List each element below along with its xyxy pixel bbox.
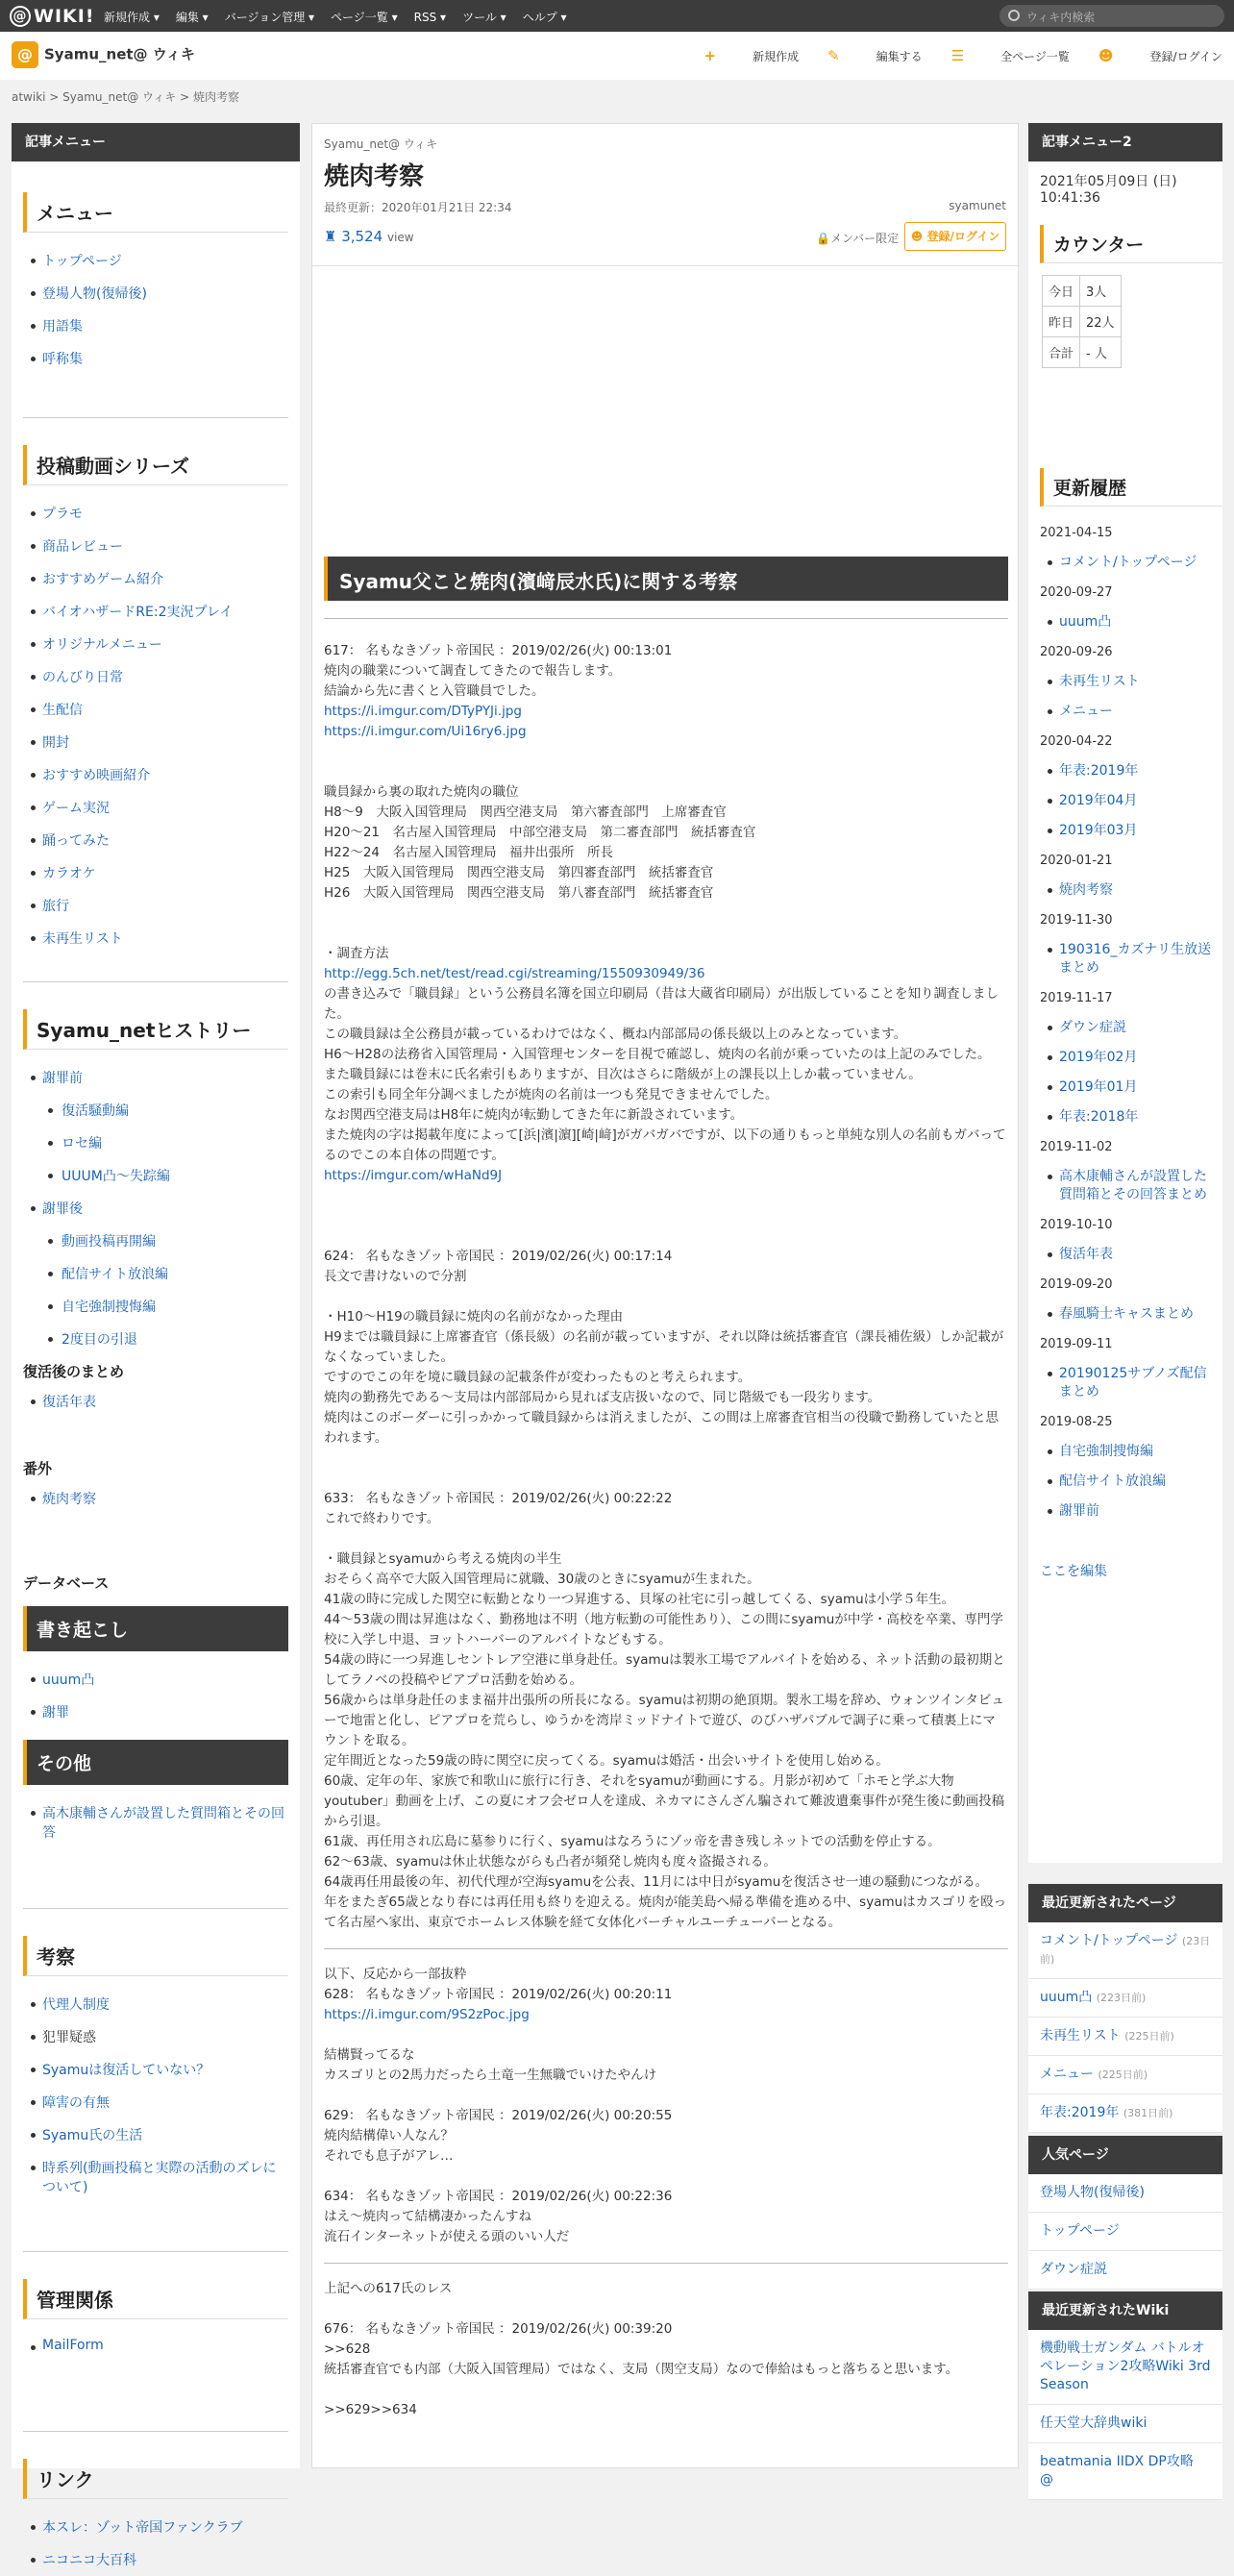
- body-line: また職員録には巻末に氏名索引もありますが、目次はさらに階級が上の課長以上しか載っていません。: [324, 1067, 922, 1082]
- recent-wikis-list: [1028, 2330, 1222, 2500]
- history-entry[interactable]: 20190125サブノズ配信まとめ: [1028, 1359, 1222, 1407]
- body-line: この職員録は全公務員が載っているわけではなく、概ね内部部局の係長級以上のみとなっています。: [324, 1027, 907, 1042]
- body-line: [324, 2167, 1008, 2187]
- body-line: これで終わりです。: [324, 1511, 440, 1526]
- body-line: [324, 1469, 1008, 1489]
- views-icon: ♜: [324, 228, 337, 245]
- top-menu-item[interactable]: ツール ▾: [462, 11, 506, 24]
- article-body: [324, 641, 1008, 2420]
- study-item[interactable]: 障害の有無: [12, 2086, 288, 2118]
- series-item[interactable]: 踊ってみた: [12, 824, 300, 856]
- article: [311, 123, 1019, 2468]
- counter-label: 合計: [1043, 337, 1080, 368]
- body-link[interactable]: https://i.imgur.com/DTyPYJi.jpg: [324, 704, 522, 719]
- history-entry[interactable]: 春風騎士キャスまとめ: [1028, 1300, 1222, 1329]
- recent-wiki-item[interactable]: beatmania IIDX DP攻略 @: [1028, 2443, 1222, 2500]
- counter-label: 昨日: [1043, 307, 1080, 337]
- series-item[interactable]: カラオケ: [12, 856, 300, 889]
- recent-page-title: 年表:2019年: [1040, 2105, 1120, 2120]
- body-line: [324, 1287, 1008, 1307]
- history-entry[interactable]: 年表:2018年: [1028, 1102, 1222, 1132]
- series-item[interactable]: 旅行: [12, 889, 300, 922]
- counter-label: 今日: [1043, 276, 1080, 307]
- series-heading: 投稿動画シリーズ: [23, 445, 288, 485]
- body-line: 統括審査官でも内部（大阪入国管理局）ではなく、支局（関空支局）なので俸給はもっと落ちると思います。: [324, 2362, 959, 2377]
- body-line: [324, 2299, 1008, 2319]
- menu-heading: メニュー: [23, 192, 288, 233]
- recent-page-item[interactable]: [1028, 2018, 1222, 2056]
- recent-page-age: (381日前): [1123, 2107, 1173, 2119]
- body-line: H26 大阪入国管理局 関西空港支局 第八審査部門 統括審査官: [324, 885, 714, 901]
- top-navbar: [0, 0, 1234, 32]
- body-line: カスゴリとの2馬力だったら土竜一生無職でいけたやんけ: [324, 2068, 657, 2083]
- header-actions: [676, 47, 1223, 64]
- recent-wikis-heading: 最近更新されたWiki: [1028, 2291, 1222, 2330]
- recent-page-age: (225日前): [1124, 2030, 1174, 2043]
- admin-heading: 管理関係: [23, 2279, 288, 2319]
- login-button[interactable]: ☻ 登録/ログイン: [904, 222, 1006, 251]
- history-entry[interactable]: 2019年03月: [1028, 816, 1222, 846]
- body-line: [324, 1226, 1008, 1247]
- divider: [324, 1948, 1008, 1949]
- history-date: 2019-11-17: [1040, 991, 1113, 1005]
- body-line: 629： 名もなきゾット帝国民 ：2019/02/26(火) 00:20:55: [324, 2108, 673, 2123]
- links-list: [12, 2511, 300, 2576]
- body-line: H6～H28の法務省入国管理局・入国管理センターを目視で確認し、焼肉の名前が乗っていたのは上記のみでした。: [324, 1047, 991, 1062]
- history-item[interactable]: UUUM凸～失踪編: [12, 1159, 300, 1192]
- other-item[interactable]: 高木康輔さんが設置した質問箱とその回答: [12, 1796, 288, 1848]
- history-entry[interactable]: 謝罪前: [1028, 1497, 1222, 1526]
- body-line: 676： 名もなきゾット帝国民 ：2019/02/26(火) 00:39:20: [324, 2321, 673, 2337]
- counter-value: - 人: [1080, 337, 1122, 368]
- recent-wiki-item[interactable]: 任天堂大辞典wiki: [1028, 2405, 1222, 2443]
- history-item[interactable]: 復活騒動編: [12, 1094, 300, 1127]
- article-wiki-name: Syamu_net@ ウィキ: [324, 137, 438, 151]
- history-entry[interactable]: 焼肉考察: [1028, 876, 1222, 905]
- body-line: 56歳からは単身赴任のまま福井出張所の所長になる。syamuは初期の絶頂期。製氷工場を辞め、ウォンツインタビューで地雷と化し、ピアプロを荒らし、ゆうかを湾岸ミッドナイトで遊び、のびハザパブルで調子に乗って積裏上にマウントを取る。: [324, 1693, 1004, 1748]
- site-header: [0, 32, 1234, 80]
- body-line: 41歳の時に完成した関空に転勤となり一つ昇進する、貝塚の社宅に引っ越してくる、syamuは小学５年生。: [324, 1592, 955, 1607]
- body-line: >>628: [324, 2341, 371, 2357]
- body-line: また焼肉の字は掲載年度によって[浜|濱|濵][崎|﨑]がガバガバですが、以下の通りもっと単純な別人の名前もガバってるのでこの本自体の問題です。: [324, 1127, 1006, 1163]
- body-line: 焼肉はこのボーダーに引っかかって職員録からは消えましたが、この間は上席審査官相当の役職で勤務していたと思われます。: [324, 1410, 999, 1446]
- other-heading: その他: [23, 1740, 288, 1785]
- history-date: 2021-04-15: [1040, 526, 1113, 540]
- recent-page-title: メニュー: [1040, 2067, 1094, 2082]
- recent-wikis-box: [1028, 2291, 1222, 2500]
- history-entry[interactable]: コメント/トップページ: [1028, 548, 1222, 578]
- top-menu-item[interactable]: RSS ▾: [413, 11, 447, 24]
- body-line: 長文で書けないので分割: [324, 1269, 467, 1284]
- recent-page-item[interactable]: [1028, 1979, 1222, 2018]
- history-date: 2019-11-02: [1040, 1140, 1113, 1154]
- admin-item[interactable]: MailForm: [12, 2331, 300, 2360]
- body-line: ・調査方法: [324, 946, 389, 961]
- recent-pages-list: [1028, 1922, 1222, 2133]
- menu-item[interactable]: 用語集: [12, 310, 300, 342]
- last-updated: 最終更新：2020年01月21日 22:34: [324, 201, 512, 214]
- header-action[interactable]: [1098, 47, 1222, 64]
- recent-page-age: (225日前): [1098, 2068, 1148, 2081]
- history-entry[interactable]: メニュー: [1028, 697, 1222, 727]
- body-line: 44～53歳の間は昇進はなく、勤務地は不明（地方転勤の可能性あり）、この間にsyamuが中学・高校を卒業、専門学校に入学し中退、ヨットハーバーのアルバイトなどもする。: [324, 1612, 1003, 1647]
- history-list: [12, 1061, 300, 1355]
- popular-page-item[interactable]: ダウン症説: [1028, 2251, 1222, 2290]
- history-date: 2019-08-25: [1040, 1415, 1113, 1429]
- body-line: H9までは職員録に上席審査官（係長級）の名前が載っていますが、それ以降は統括審査官（課長補佐級）しか記載がなくなっていました。: [324, 1329, 1004, 1365]
- history-date: 2020-09-27: [1040, 585, 1113, 600]
- search-icon: [1008, 10, 1020, 21]
- history-item[interactable]: 2度目の引退: [12, 1323, 300, 1355]
- link-item[interactable]: 本スレ：ゾット帝国ファンクラブ: [12, 2511, 300, 2543]
- header-action[interactable]: [703, 47, 800, 64]
- popular-pages-heading: 人気ページ: [1028, 2136, 1222, 2174]
- study-list: [12, 1988, 300, 2203]
- header-action-label: 編集する: [876, 50, 923, 63]
- study-item[interactable]: 犯罪疑惑: [12, 2020, 288, 2053]
- page-title: 焼肉考察: [324, 162, 425, 191]
- history-entry[interactable]: 年表:2019年: [1028, 756, 1222, 786]
- series-item[interactable]: 未再生リスト: [12, 922, 300, 954]
- body-line: 焼肉の勤務先である～支局は内部部局から見れば支店扱いなので、同じ階級でも一段劣ります。: [324, 1390, 881, 1405]
- body-link[interactable]: https://i.imgur.com/Ui16ry6.jpg: [324, 724, 527, 739]
- history-item[interactable]: ロセ編: [12, 1127, 300, 1159]
- body-line: [324, 762, 1008, 782]
- recent-wiki-item[interactable]: 機動戦士ガンダム バトルオペレーション2攻略Wiki 3rd Season: [1028, 2330, 1222, 2405]
- body-line: 633： 名もなきゾット帝国民 ：2019/02/26(火) 00:22:22: [324, 1491, 673, 1506]
- recent-page-title: コメント/トップページ: [1040, 1933, 1178, 1948]
- history-entry[interactable]: 2019年02月: [1028, 1043, 1222, 1073]
- extra-heading: 番外: [23, 1460, 53, 1477]
- body-line: この索引も同全年分調べましたが焼肉の名前は一つも発見できませんでした。: [324, 1087, 778, 1102]
- header-action[interactable]: [950, 47, 1070, 64]
- series-list: [12, 497, 300, 954]
- action-icon: ☻: [1098, 47, 1114, 64]
- counter-value: 3人: [1080, 276, 1122, 307]
- recent-page-item[interactable]: [1028, 1922, 1222, 1979]
- action-icon: +: [703, 47, 717, 64]
- recent-page-title: uuum凸: [1040, 1990, 1093, 2005]
- body-line: それでも息子がアレ…: [324, 2148, 454, 2164]
- study-item[interactable]: 代理人制度: [12, 1988, 288, 2020]
- edit-link[interactable]: ここを編集: [1040, 1564, 1107, 1579]
- body-line: ・H10～H19の職員録に焼肉の名前がなかった理由: [324, 1309, 624, 1325]
- body-line: [324, 2380, 1008, 2400]
- body-line: 54歳の時に一つ昇進しセントレア空港に単身赴任。syamuは製氷工場でアルバイトを始める、ネット活動の最初期としてラノベの投稿やピアプロ活動を始める。: [324, 1652, 1005, 1688]
- body-line: [324, 1186, 1008, 1206]
- body-line: 職員録から裏の取れた焼肉の職位: [324, 784, 519, 800]
- update-history-heading: 更新履歴: [1040, 468, 1222, 507]
- counter-value: 22人: [1080, 307, 1122, 337]
- body-line: 624： 名もなきゾット帝国民 ：2019/02/26(火) 00:17:14: [324, 1249, 673, 1264]
- right-sidebar: [1028, 123, 1222, 1863]
- header-action-label: 登録/ログイン: [1149, 50, 1222, 63]
- counter-table: [1042, 275, 1122, 368]
- link-item[interactable]: ニコニコ大百科: [12, 2543, 300, 2576]
- menu-item[interactable]: 呼称集: [12, 342, 300, 375]
- body-link[interactable]: http://egg.5ch.net/test/read.cgi/streaming/1550930949/36: [324, 966, 705, 981]
- history-entry[interactable]: 復活年表: [1028, 1240, 1222, 1270]
- series-item[interactable]: ゲーム実況: [12, 791, 300, 824]
- body-link[interactable]: https://imgur.com/wHaNd9J: [324, 1168, 503, 1183]
- study-item[interactable]: Syamuは復活していない？: [12, 2053, 288, 2086]
- after-heading: 復活後のまとめ: [23, 1363, 125, 1380]
- recent-page-item[interactable]: [1028, 2056, 1222, 2094]
- history-heading: Syamu_netヒストリー: [23, 1009, 288, 1050]
- site-logo-icon: @: [12, 41, 38, 68]
- top-menu-item[interactable]: ヘルプ ▾: [522, 11, 567, 24]
- series-item[interactable]: 生配信: [12, 693, 300, 726]
- series-item[interactable]: バイオハザードRE:2実況プレイ: [12, 595, 300, 628]
- body-line: 634： 名もなきゾット帝国民 ：2019/02/26(火) 00:22:36: [324, 2189, 673, 2204]
- history-entry[interactable]: 高木康輔さんが設置した質問箱とその回答まとめ: [1028, 1162, 1222, 1210]
- history-entry[interactable]: 配信サイト放浪編: [1028, 1467, 1222, 1497]
- body-line: H20～21 名古屋入国管理局 中部空港支局 第二審査部門 統括審査官: [324, 825, 756, 840]
- history-entry[interactable]: 2019年01月: [1028, 1073, 1222, 1102]
- transcribe-heading: 書き起こし: [23, 1606, 288, 1651]
- history-date: 2019-10-10: [1040, 1218, 1113, 1232]
- series-item[interactable]: おすすめ映画紹介: [12, 758, 300, 791]
- counter-heading: カウンター: [1040, 225, 1222, 263]
- series-item[interactable]: 商品レビュー: [12, 530, 300, 562]
- divider: [324, 2263, 1008, 2264]
- database-heading: データベース: [23, 1574, 110, 1592]
- body-line: [324, 1449, 1008, 1469]
- header-action[interactable]: [827, 47, 923, 64]
- body-line: >>629>>634: [324, 2402, 417, 2417]
- body-line: 焼肉の職業について調査してきたので報告します。: [324, 663, 622, 679]
- body-line: 64歳再任用最後の年、初代代理が空海syamuを公表、11月には中日がsyamuを復活させ一連の騒動につながる。: [324, 1874, 989, 1890]
- extra-item[interactable]: 焼肉考察: [12, 1482, 300, 1515]
- search-input[interactable]: ウィキ内検索: [1000, 5, 1224, 27]
- body-line: おそらく高卒で大阪入国管理局に就職、30歳のときにsyamuが生まれた。: [324, 1572, 760, 1587]
- history-date: 2020-09-26: [1040, 645, 1113, 659]
- action-icon: ☰: [950, 47, 965, 64]
- body-line: [324, 742, 1008, 762]
- right-sidebar-header: 記事メニュー2: [1028, 123, 1222, 161]
- recent-page-age: (223日前): [1096, 1992, 1147, 2004]
- body-line: H22～24 名古屋入国管理局 福井出張所 所長: [324, 845, 614, 860]
- history-date: 2019-09-20: [1040, 1277, 1113, 1292]
- body-line: [324, 904, 1008, 924]
- series-item[interactable]: 開封: [12, 726, 300, 758]
- site-title[interactable]: @ Syamu_net@ ウィキ: [12, 41, 195, 68]
- transcribe-item[interactable]: 謝罪: [12, 1696, 300, 1728]
- history-entry[interactable]: 未再生リスト: [1028, 667, 1222, 697]
- study-heading: 考察: [23, 1936, 288, 1976]
- history-item[interactable]: 謝罪後: [12, 1192, 300, 1225]
- body-line: 以下、反応から一部抜粋: [324, 1967, 467, 1982]
- top-menu-item[interactable]: バージョン管理 ▾: [224, 11, 315, 24]
- transcribe-list: [12, 1663, 300, 1728]
- body-line: [324, 1529, 1008, 1549]
- body-line: 結構賢ってるな: [324, 2047, 415, 2063]
- header-action-label: 新規作成: [753, 50, 800, 63]
- history-entry[interactable]: 2019年04月: [1028, 786, 1222, 816]
- body-line: 60歳、定年の年、家族で和歌山に旅行に行き、それをsyamuが動画にする。月影が初めて「ホモと学ぶ大物youtuber」動画を上げ、この夏にオフ会ゼロ人を達成、ネカマにさんざん騙されて難波遺棄事件が発生後に動画投稿から引退。: [324, 1773, 1005, 1829]
- history-date: 2020-01-21: [1040, 854, 1113, 868]
- recent-pages-heading: 最近更新されたページ: [1028, 1884, 1222, 1922]
- series-item[interactable]: のんびり日常: [12, 660, 300, 693]
- author-link[interactable]: syamunet: [949, 199, 1006, 212]
- links-heading: リンク: [23, 2459, 288, 2499]
- history-date: 2019-09-11: [1040, 1337, 1113, 1351]
- body-line: 上記への617氏のレス: [324, 2281, 453, 2296]
- body-line: はえ～焼肉って結構凄かったんすね: [324, 2209, 531, 2224]
- body-line: 焼肉結構偉い人なん？: [324, 2128, 454, 2143]
- top-menu: [104, 9, 583, 25]
- user-plus-icon: ☻: [910, 230, 924, 243]
- view-count: ♜ 3,524 view: [324, 228, 414, 245]
- admin-list: [12, 2331, 300, 2360]
- after-list: [12, 1385, 300, 1418]
- history-entry[interactable]: 自宅強制捜悔編: [1028, 1437, 1222, 1467]
- history-item[interactable]: 配信サイト放浪編: [12, 1257, 300, 1290]
- body-line: 628： 名もなきゾット帝国民 ：2019/02/26(火) 00:20:11: [324, 1987, 673, 2002]
- top-menu-item[interactable]: 編集 ▾: [175, 11, 209, 24]
- body-link[interactable]: https://i.imgur.com/9S2zPoc.jpg: [324, 2007, 530, 2022]
- body-line: なお関西空港支局はH8年に焼肉が転勤してきた年に新設されています。: [324, 1107, 744, 1123]
- recent-page-item[interactable]: [1028, 2094, 1222, 2133]
- menu-list: [12, 244, 300, 375]
- body-line: [324, 924, 1008, 944]
- divider: [312, 265, 1020, 266]
- history-date: 2019-11-30: [1040, 913, 1113, 928]
- body-line: 定年間近となった59歳の時に関空に戻ってくる。syamuは婚活・出会いサイトを使用し始める。: [324, 1753, 889, 1769]
- extra-list: [12, 1482, 300, 1515]
- left-sidebar: [12, 123, 300, 2568]
- body-line: 結論から先に書くと入管職員でした。: [324, 683, 545, 699]
- after-item[interactable]: 復活年表: [12, 1385, 300, 1418]
- body-line: 年をまたぎ65歳となり春には再任用も終りを迎える。焼肉が能美島へ帰る準備を進める中、syamuはカスゴリを殴って名古屋へ家出、東京でホームレス体験を経て女体化バーチャルユーチューバーとなる。: [324, 1895, 1007, 1930]
- body-line: ですのでこの年を境に職員録の記載条件が変わったものと考えられます。: [324, 1370, 752, 1385]
- popular-page-item[interactable]: 登場人物(復帰後): [1028, 2174, 1222, 2213]
- body-line: H25 大阪入国管理局 関西空港支局 第四審査部門 統括審査官: [324, 865, 714, 880]
- popular-pages-box: [1028, 2136, 1222, 2290]
- recent-pages-box: [1028, 1884, 1222, 2133]
- history-entry[interactable]: ダウン症説: [1028, 1013, 1222, 1043]
- current-date: 2021年05月09日 (日) 10:41:36: [1040, 174, 1177, 206]
- member-only-label: 🔒メンバー限定: [816, 232, 900, 245]
- body-line: [324, 2086, 1008, 2106]
- body-line: 流石インターネットが使える頭のいい人だ: [324, 2229, 570, 2244]
- popular-pages-list: [1028, 2174, 1222, 2290]
- recent-page-age: (23日前): [1040, 1935, 1211, 1966]
- body-line: 61歳、再任用され広島に墓参りに行く、syamuはなろうにゾッ帝を書き残しネットでの活動を停止する。: [324, 1834, 941, 1849]
- body-line: 617： 名もなきゾット帝国民 ：2019/02/26(火) 00:13:01: [324, 643, 673, 658]
- history-date: 2020-04-22: [1040, 734, 1113, 749]
- menu-item[interactable]: トップページ: [12, 244, 300, 277]
- top-menu-item[interactable]: 新規作成 ▾: [104, 11, 160, 24]
- body-line: ・職員録とsyamuから考える焼肉の半生: [324, 1551, 562, 1567]
- body-line: [324, 1206, 1008, 1226]
- action-icon: ✎: [827, 47, 840, 64]
- series-item[interactable]: プラモ: [12, 497, 300, 530]
- series-item[interactable]: おすすめゲーム紹介: [12, 562, 300, 595]
- series-item[interactable]: オリジナルメニュー: [12, 628, 300, 660]
- breadcrumb[interactable]: atwiki > Syamu_net@ ウィキ > 焼肉考察: [12, 90, 240, 104]
- transcribe-item[interactable]: uuum凸: [12, 1663, 300, 1696]
- body-line: 62～63歳、syamuは休止状態ながらも凸者が頻発し焼肉も度々盗撮される。: [324, 1854, 777, 1870]
- section-heading: Syamu父こと焼肉(濱﨑辰水氏)に関する考察: [324, 557, 1008, 601]
- history-item[interactable]: 謝罪前: [12, 1061, 300, 1094]
- menu-item[interactable]: 登場人物(復帰後): [12, 277, 300, 310]
- popular-page-item[interactable]: トップページ: [1028, 2213, 1222, 2251]
- history-item[interactable]: 動画投稿再開編: [12, 1225, 300, 1257]
- top-menu-item[interactable]: ページ一覧 ▾: [331, 11, 398, 24]
- body-line: の書き込みで「職員録」という公務員名簿を国立印刷局（昔は大蔵省印刷局）が出版していることを知り調査しました。: [324, 986, 999, 1022]
- recent-page-title: 未再生リスト: [1040, 2028, 1121, 2043]
- divider: [324, 618, 1008, 619]
- body-line: [324, 2025, 1008, 2045]
- header-action-label: 全ページ一覧: [1000, 50, 1070, 63]
- body-line: H8～9 大阪入国管理局 関西空港支局 第六審査部門 上席審査官: [324, 805, 727, 820]
- study-item[interactable]: Syamu氏の生活: [12, 2118, 288, 2151]
- lock-icon: 🔒: [816, 232, 830, 245]
- atwiki-logo[interactable]: @ WIKI!: [10, 6, 94, 27]
- other-list: [12, 1796, 300, 1848]
- left-sidebar-header: 記事メニュー: [12, 123, 300, 161]
- history-entry[interactable]: 190316_カズナリ生放送まとめ: [1028, 935, 1222, 983]
- history-item[interactable]: 自宅強制捜悔編: [12, 1290, 300, 1323]
- history-entry[interactable]: uuum凸: [1028, 607, 1222, 637]
- study-item[interactable]: 時系列(動画投稿と実際の活動のズレについて): [12, 2151, 288, 2203]
- update-history-list: [1028, 518, 1222, 1526]
